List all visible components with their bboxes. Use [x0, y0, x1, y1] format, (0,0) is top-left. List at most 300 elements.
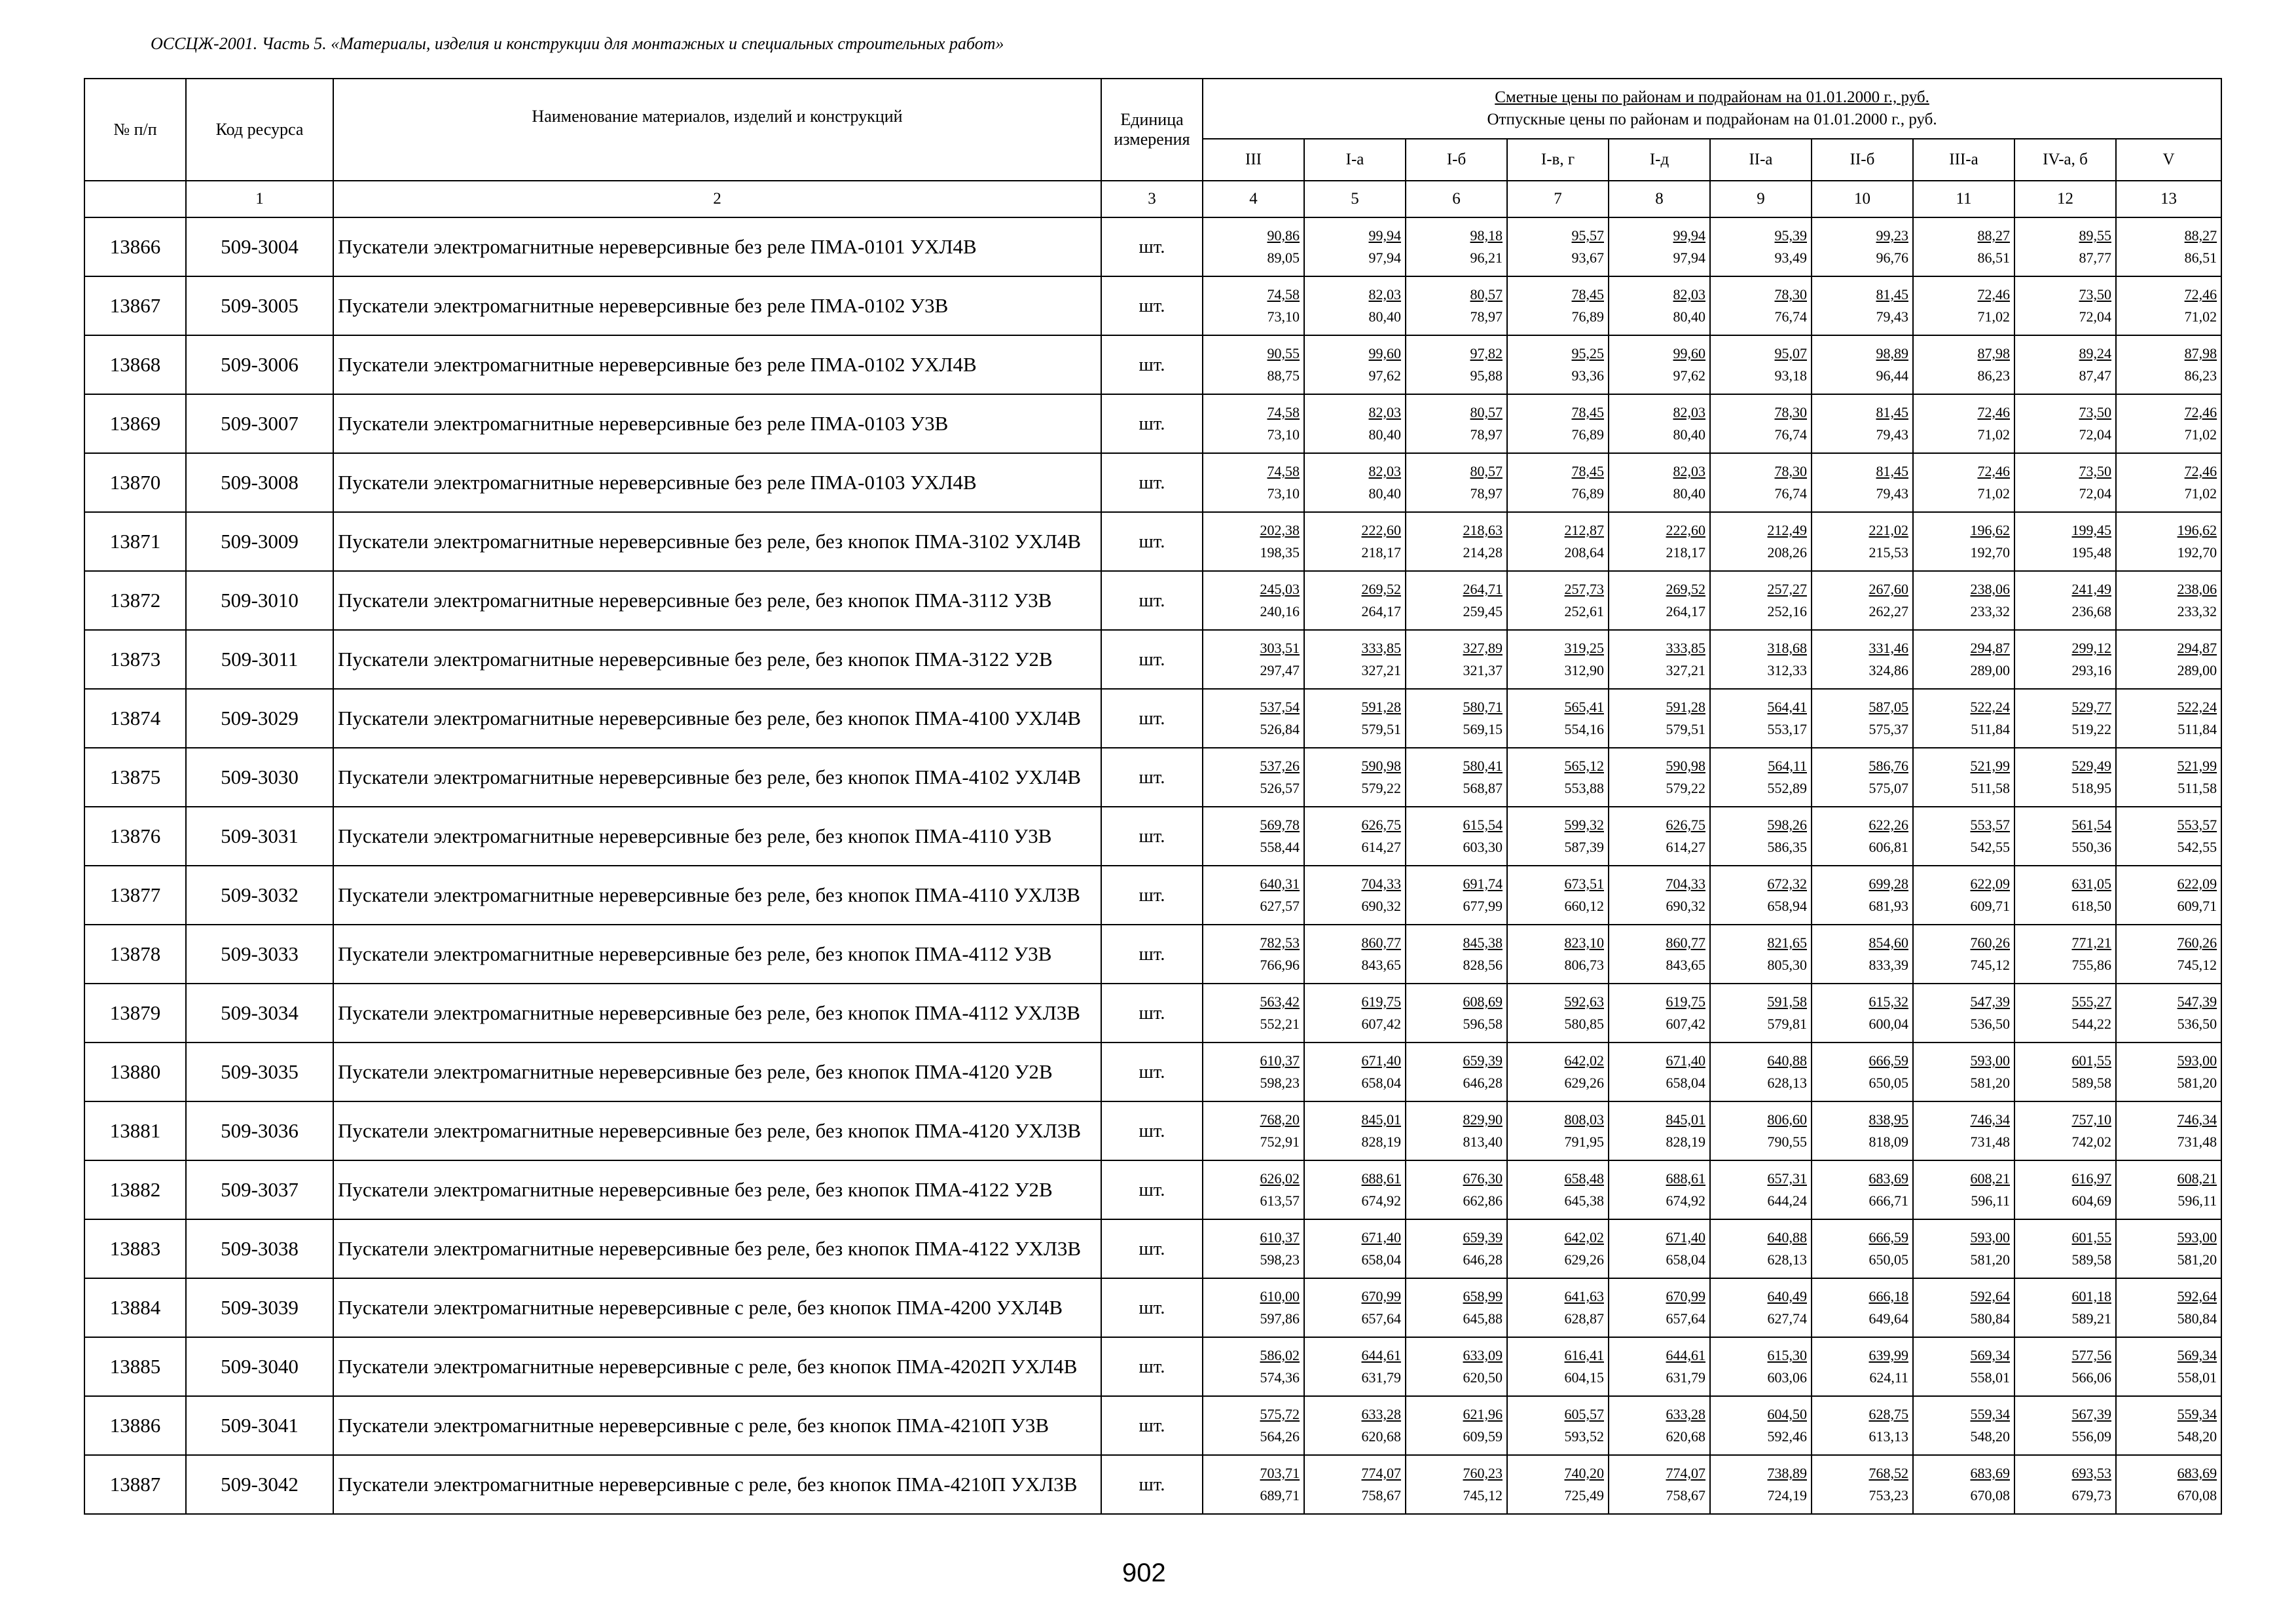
price-cell [1812, 689, 1913, 748]
estimate-price: 221,02 [1868, 522, 1908, 538]
release-price: 574,36 [1260, 1369, 1300, 1386]
material-name: Пускатели электромагнитные нереверсивные без реле, без кнопок ПМА-4120 У2В [333, 1043, 1101, 1101]
price-cell [1304, 335, 1406, 394]
release-price: 252,61 [1564, 603, 1604, 619]
release-price: 327,21 [1666, 662, 1705, 678]
price-cell [1406, 1043, 1507, 1101]
release-price: 579,22 [1361, 780, 1401, 796]
release-price: 658,04 [1666, 1251, 1705, 1268]
price-cell [1304, 1396, 1406, 1455]
resource-code: 509-3035 [186, 1043, 333, 1101]
price-table [84, 78, 2222, 1515]
estimate-price: 808,03 [1564, 1111, 1604, 1128]
table-row [84, 807, 2221, 866]
release-price: 589,58 [2071, 1251, 2111, 1268]
estimate-price: 586,02 [1260, 1347, 1300, 1363]
price-cell [2116, 1278, 2221, 1337]
release-price: 86,23 [1977, 367, 2010, 384]
release-price: 628,87 [1564, 1310, 1604, 1327]
estimate-price: 622,26 [1868, 817, 1908, 833]
release-price: 511,58 [2178, 780, 2217, 796]
release-price: 624,11 [1869, 1369, 1908, 1386]
price-cell [1812, 630, 1913, 689]
material-name: Пускатели электромагнитные нереверсивные с реле, без кнопок ПМА-4210П УХЛ3В [333, 1455, 1101, 1514]
estimate-price: 671,40 [1666, 1229, 1705, 1246]
estimate-price: 586,76 [1868, 758, 1908, 774]
release-price: 79,43 [1876, 308, 1908, 325]
price-cell [2116, 1160, 2221, 1219]
estimate-price: 838,95 [1868, 1111, 1908, 1128]
header-unit: Единица измерения [1101, 79, 1203, 181]
price-cell [1710, 925, 1812, 984]
price-cell [1304, 1455, 1406, 1514]
estimate-price: 98,89 [1876, 345, 1908, 361]
price-cell [1609, 1219, 1710, 1278]
release-price: 558,44 [1260, 839, 1300, 855]
price-cell [2014, 1278, 2116, 1337]
release-price: 598,23 [1260, 1075, 1300, 1091]
material-name: Пускатели электромагнитные нереверсивные без реле ПМА-0103 УХЛ4В [333, 453, 1101, 512]
release-price: 80,40 [1368, 426, 1401, 443]
price-cell [1609, 1160, 1710, 1219]
unit-of-measure: шт. [1101, 807, 1203, 866]
price-cell [1710, 1043, 1812, 1101]
release-price: 554,16 [1564, 721, 1604, 737]
release-price: 614,27 [1666, 839, 1705, 855]
price-cell [1304, 571, 1406, 630]
release-price: 293,16 [2071, 662, 2111, 678]
estimate-price: 666,18 [1868, 1288, 1908, 1304]
estimate-price: 547,39 [2177, 993, 2217, 1010]
region-header: III [1203, 139, 1304, 181]
price-cell [1406, 453, 1507, 512]
release-price: 607,42 [1666, 1016, 1705, 1032]
price-cell [1609, 1337, 1710, 1396]
price-cell [1710, 1219, 1812, 1278]
price-cell [2116, 1101, 2221, 1160]
release-price: 568,87 [1463, 780, 1503, 796]
release-price: 79,43 [1876, 426, 1908, 443]
release-price: 558,01 [2177, 1369, 2217, 1386]
resource-code: 509-3010 [186, 571, 333, 630]
price-cell [1812, 1337, 1913, 1396]
header-row-number: № п/п [84, 79, 186, 181]
estimate-price: 196,62 [2177, 522, 2217, 538]
estimate-price: 616,97 [2071, 1170, 2111, 1187]
price-cell [1609, 1101, 1710, 1160]
price-cell [1812, 512, 1913, 571]
header-resource-code: Код ресурса [186, 79, 333, 181]
release-price: 596,11 [2178, 1192, 2217, 1209]
price-cell [1507, 1101, 1609, 1160]
estimate-price: 88,27 [1977, 227, 2010, 244]
release-price: 755,86 [2071, 957, 2111, 973]
price-cell [1203, 866, 1304, 925]
release-price: 745,12 [1463, 1487, 1503, 1504]
release-price: 581,20 [2177, 1075, 2217, 1091]
unit-of-measure: шт. [1101, 571, 1203, 630]
header-price-caption [1203, 79, 2221, 139]
release-price: 93,36 [1571, 367, 1604, 384]
price-cell [1913, 276, 2014, 335]
price-cell [1304, 925, 1406, 984]
estimate-price: 601,55 [2071, 1229, 2111, 1246]
release-price: 609,71 [1970, 898, 2010, 914]
release-price: 96,44 [1876, 367, 1908, 384]
release-price: 526,57 [1260, 780, 1300, 796]
release-price: 660,12 [1564, 898, 1604, 914]
release-price: 609,71 [2177, 898, 2217, 914]
price-cell [1507, 689, 1609, 748]
release-price: 613,13 [1868, 1428, 1908, 1445]
resource-code: 509-3036 [186, 1101, 333, 1160]
price-cell [1812, 394, 1913, 453]
release-price: 542,55 [2177, 839, 2217, 855]
estimate-price: 672,32 [1767, 876, 1807, 892]
estimate-price: 95,07 [1774, 345, 1807, 361]
price-cell [1304, 1160, 1406, 1219]
resource-code: 509-3039 [186, 1278, 333, 1337]
table-row [84, 512, 2221, 571]
estimate-price: 591,58 [1767, 993, 1807, 1010]
price-cell [1507, 1278, 1609, 1337]
release-price: 581,20 [1970, 1075, 2010, 1091]
release-price: 548,20 [2177, 1428, 2217, 1445]
estimate-price: 74,58 [1267, 286, 1300, 303]
table-row [84, 925, 2221, 984]
release-price: 613,57 [1260, 1192, 1300, 1209]
estimate-price: 333,85 [1361, 640, 1401, 656]
price-cell [1812, 1396, 1913, 1455]
estimate-price: 590,98 [1361, 758, 1401, 774]
material-name: Пускатели электромагнитные нереверсивные без реле, без кнопок ПМА-3112 У3В [333, 571, 1101, 630]
estimate-price: 202,38 [1260, 522, 1300, 538]
estimate-price: 267,60 [1868, 581, 1908, 597]
price-cell [1203, 571, 1304, 630]
table-row [84, 748, 2221, 807]
estimate-price: 644,61 [1666, 1347, 1705, 1363]
region-header: II-а [1710, 139, 1812, 181]
release-price: 312,33 [1767, 662, 1807, 678]
release-price: 218,17 [1666, 544, 1705, 561]
release-price: 240,16 [1260, 603, 1300, 619]
price-cell [1913, 335, 2014, 394]
estimate-price: 319,25 [1564, 640, 1604, 656]
release-price: 627,57 [1260, 898, 1300, 914]
price-cell [1507, 453, 1609, 512]
estimate-price: 640,49 [1767, 1288, 1807, 1304]
price-cell [1304, 217, 1406, 276]
release-price: 828,56 [1463, 957, 1503, 973]
release-price: 569,15 [1463, 721, 1503, 737]
price-cell [1507, 217, 1609, 276]
estimate-price: 241,49 [2071, 581, 2111, 597]
price-cell [1406, 335, 1507, 394]
release-price: 629,26 [1564, 1075, 1604, 1091]
release-price: 670,08 [2177, 1487, 2217, 1504]
price-cell [1710, 866, 1812, 925]
price-cell [1710, 276, 1812, 335]
price-cell [1406, 689, 1507, 748]
estimate-price: 561,54 [2071, 817, 2111, 833]
release-price: 553,88 [1564, 780, 1604, 796]
resource-code: 509-3037 [186, 1160, 333, 1219]
estimate-price: 81,45 [1876, 463, 1908, 479]
release-price: 666,71 [1868, 1192, 1908, 1209]
release-price: 511,58 [1971, 780, 2010, 796]
estimate-price: 604,50 [1767, 1406, 1807, 1422]
release-price: 80,40 [1673, 485, 1705, 502]
release-price: 195,48 [2071, 544, 2111, 561]
estimate-price: 90,86 [1267, 227, 1300, 244]
price-cell [1609, 217, 1710, 276]
estimate-price: 619,75 [1666, 993, 1705, 1010]
release-price: 731,48 [2177, 1134, 2217, 1150]
release-price: 548,20 [1970, 1428, 2010, 1445]
release-price: 603,06 [1767, 1369, 1807, 1386]
price-cell [1406, 1337, 1507, 1396]
unit-of-measure: шт. [1101, 512, 1203, 571]
price-cell [1812, 925, 1913, 984]
resource-code: 509-3030 [186, 748, 333, 807]
price-cell [1913, 630, 2014, 689]
estimate-price: 529,77 [2071, 699, 2111, 715]
release-price: 753,23 [1868, 1487, 1908, 1504]
estimate-price: 608,69 [1463, 993, 1503, 1010]
estimate-price: 575,72 [1260, 1406, 1300, 1422]
price-cell [1913, 1455, 2014, 1514]
price-cell [1812, 1455, 1913, 1514]
price-cell [2116, 1043, 2221, 1101]
release-price: 646,28 [1463, 1251, 1503, 1268]
estimate-price: 666,59 [1868, 1052, 1908, 1069]
row-number: 13884 [84, 1278, 186, 1337]
release-price: 581,20 [2177, 1251, 2217, 1268]
estimate-price: 331,46 [1868, 640, 1908, 656]
row-number: 13875 [84, 748, 186, 807]
estimate-price: 222,60 [1666, 522, 1705, 538]
price-cell [2014, 335, 2116, 394]
price-cell [2014, 276, 2116, 335]
row-number: 13885 [84, 1337, 186, 1396]
price-cell [1507, 748, 1609, 807]
release-price: 662,86 [1463, 1192, 1503, 1209]
estimate-price: 640,88 [1767, 1229, 1807, 1246]
estimate-price: 683,69 [1868, 1170, 1908, 1187]
price-cell [1710, 1337, 1812, 1396]
release-price: 564,26 [1260, 1428, 1300, 1445]
price-cell [2014, 1455, 2116, 1514]
estimate-price: 529,49 [2071, 758, 2111, 774]
column-number-blank [84, 181, 186, 217]
estimate-price: 72,46 [1977, 404, 2010, 420]
price-cell [1203, 335, 1304, 394]
price-cell [1913, 984, 2014, 1043]
row-number: 13877 [84, 866, 186, 925]
price-cell [1913, 571, 2014, 630]
release-price: 71,02 [2184, 485, 2217, 502]
estimate-price: 608,21 [2177, 1170, 2217, 1187]
estimate-price: 245,03 [1260, 581, 1300, 597]
release-price: 312,90 [1564, 662, 1604, 678]
price-cell [2014, 1396, 2116, 1455]
release-price: 579,22 [1666, 780, 1705, 796]
release-price: 646,28 [1463, 1075, 1503, 1091]
material-name: Пускатели электромагнитные нереверсивные с реле, без кнопок ПМА-4210П У3В [333, 1396, 1101, 1455]
estimate-price: 659,39 [1463, 1229, 1503, 1246]
price-cell [1203, 1219, 1304, 1278]
price-cell [1609, 1455, 1710, 1514]
row-number: 13869 [84, 394, 186, 453]
release-price: 97,62 [1673, 367, 1705, 384]
release-price: 536,50 [1970, 1016, 2010, 1032]
release-price: 603,30 [1463, 839, 1503, 855]
material-name: Пускатели электромагнитные нереверсивные без реле ПМА-0103 У3В [333, 394, 1101, 453]
release-price: 71,02 [2184, 308, 2217, 325]
estimate-price: 860,77 [1361, 934, 1401, 951]
unit-of-measure: шт. [1101, 335, 1203, 394]
release-price: 745,12 [1970, 957, 2010, 973]
resource-code: 509-3041 [186, 1396, 333, 1455]
release-price: 96,76 [1876, 249, 1908, 266]
release-price: 596,58 [1463, 1016, 1503, 1032]
price-cell [1913, 512, 2014, 571]
estimate-price: 845,01 [1666, 1111, 1705, 1128]
price-cell [1609, 571, 1710, 630]
price-cell [1203, 1278, 1304, 1337]
price-cell [2014, 1160, 2116, 1219]
price-cell [1203, 1101, 1304, 1160]
price-cell [2116, 571, 2221, 630]
price-cell [1406, 807, 1507, 866]
table-row [84, 394, 2221, 453]
estimate-price: 670,99 [1666, 1288, 1705, 1304]
price-cell [2014, 807, 2116, 866]
release-price: 620,50 [1463, 1369, 1503, 1386]
estimate-price: 521,99 [2177, 758, 2217, 774]
estimate-price: 673,51 [1564, 876, 1604, 892]
estimate-price: 619,75 [1361, 993, 1401, 1010]
price-cell [1609, 807, 1710, 866]
release-price: 818,09 [1868, 1134, 1908, 1150]
release-price: 679,73 [2071, 1487, 2111, 1504]
price-cell [1812, 453, 1913, 512]
estimate-price: 580,71 [1463, 699, 1503, 715]
release-price: 806,73 [1564, 957, 1604, 973]
estimate-price: 99,94 [1673, 227, 1705, 244]
estimate-price: 569,34 [2177, 1347, 2217, 1363]
price-cell [1304, 866, 1406, 925]
estimate-price: 806,60 [1767, 1111, 1807, 1128]
estimate-price: 567,39 [2071, 1406, 2111, 1422]
release-price: 813,40 [1463, 1134, 1503, 1150]
price-cell [1812, 807, 1913, 866]
region-header: V [2116, 139, 2221, 181]
release-price: 658,04 [1361, 1251, 1401, 1268]
estimate-price: 592,64 [2177, 1288, 2217, 1304]
price-cell [1507, 512, 1609, 571]
price-cell [2116, 394, 2221, 453]
price-cell [1913, 1337, 2014, 1396]
table-row [84, 1160, 2221, 1219]
release-price: 766,96 [1260, 957, 1300, 973]
release-price: 575,07 [1868, 780, 1908, 796]
estimate-price: 78,30 [1774, 463, 1807, 479]
estimate-price: 746,34 [2177, 1111, 2217, 1128]
price-cell [1913, 1396, 2014, 1455]
estimate-price: 95,39 [1774, 227, 1807, 244]
price-cell [1710, 1278, 1812, 1337]
price-cell [1913, 925, 2014, 984]
release-price: 78,97 [1470, 308, 1503, 325]
estimate-price: 657,31 [1767, 1170, 1807, 1187]
release-price: 556,09 [2071, 1428, 2111, 1445]
column-number: 5 [1304, 181, 1406, 217]
estimate-price: 699,28 [1868, 876, 1908, 892]
estimate-price: 683,69 [1970, 1465, 2010, 1481]
release-price: 593,52 [1564, 1428, 1604, 1445]
row-number: 13887 [84, 1455, 186, 1514]
release-price: 670,08 [1970, 1487, 2010, 1504]
release-price: 690,32 [1666, 898, 1705, 914]
release-price: 631,79 [1361, 1369, 1401, 1386]
estimate-price: 640,31 [1260, 876, 1300, 892]
release-price: 586,35 [1767, 839, 1807, 855]
release-price: 236,68 [2071, 603, 2111, 619]
column-number: 12 [2014, 181, 2116, 217]
price-cell [1913, 1101, 2014, 1160]
release-price: 724,19 [1767, 1487, 1807, 1504]
estimate-price: 294,87 [1970, 640, 2010, 656]
price-cell [2116, 807, 2221, 866]
release-price: 552,21 [1260, 1016, 1300, 1032]
estimate-price: 73,50 [2079, 404, 2111, 420]
estimate-price: 845,38 [1463, 934, 1503, 951]
release-price: 649,64 [1868, 1310, 1908, 1327]
release-price: 89,05 [1267, 249, 1300, 266]
release-price: 233,32 [2177, 603, 2217, 619]
estimate-price: 823,10 [1564, 934, 1604, 951]
resource-code: 509-3032 [186, 866, 333, 925]
release-price: 580,84 [1970, 1310, 2010, 1327]
release-price: 73,10 [1267, 485, 1300, 502]
release-price: 192,70 [2177, 544, 2217, 561]
release-price: 208,64 [1564, 544, 1604, 561]
material-name: Пускатели электромагнитные нереверсивные с реле, без кнопок ПМА-4200 УХЛ4В [333, 1278, 1101, 1337]
resource-code: 509-3033 [186, 925, 333, 984]
material-name: Пускатели электромагнитные нереверсивные без реле, без кнопок ПМА-4100 УХЛ4В [333, 689, 1101, 748]
price-cell [2014, 630, 2116, 689]
estimate-price: 592,63 [1564, 993, 1604, 1010]
region-header: I-б [1406, 139, 1507, 181]
estimate-price: 90,55 [1267, 345, 1300, 361]
estimate-price: 599,32 [1564, 817, 1604, 833]
price-cell [2116, 925, 2221, 984]
release-price: 645,88 [1463, 1310, 1503, 1327]
estimate-price: 74,58 [1267, 404, 1300, 420]
estimate-price: 559,34 [1970, 1406, 2010, 1422]
price-cell [2014, 394, 2116, 453]
price-cell [1406, 217, 1507, 276]
price-cell [1203, 748, 1304, 807]
release-price: 76,89 [1571, 308, 1604, 325]
release-price: 627,74 [1767, 1310, 1807, 1327]
estimate-price: 87,98 [1977, 345, 2010, 361]
estimate-price: 774,07 [1666, 1465, 1705, 1481]
price-cell [1710, 453, 1812, 512]
estimate-price: 615,54 [1463, 817, 1503, 833]
estimate-price: 626,02 [1260, 1170, 1300, 1187]
